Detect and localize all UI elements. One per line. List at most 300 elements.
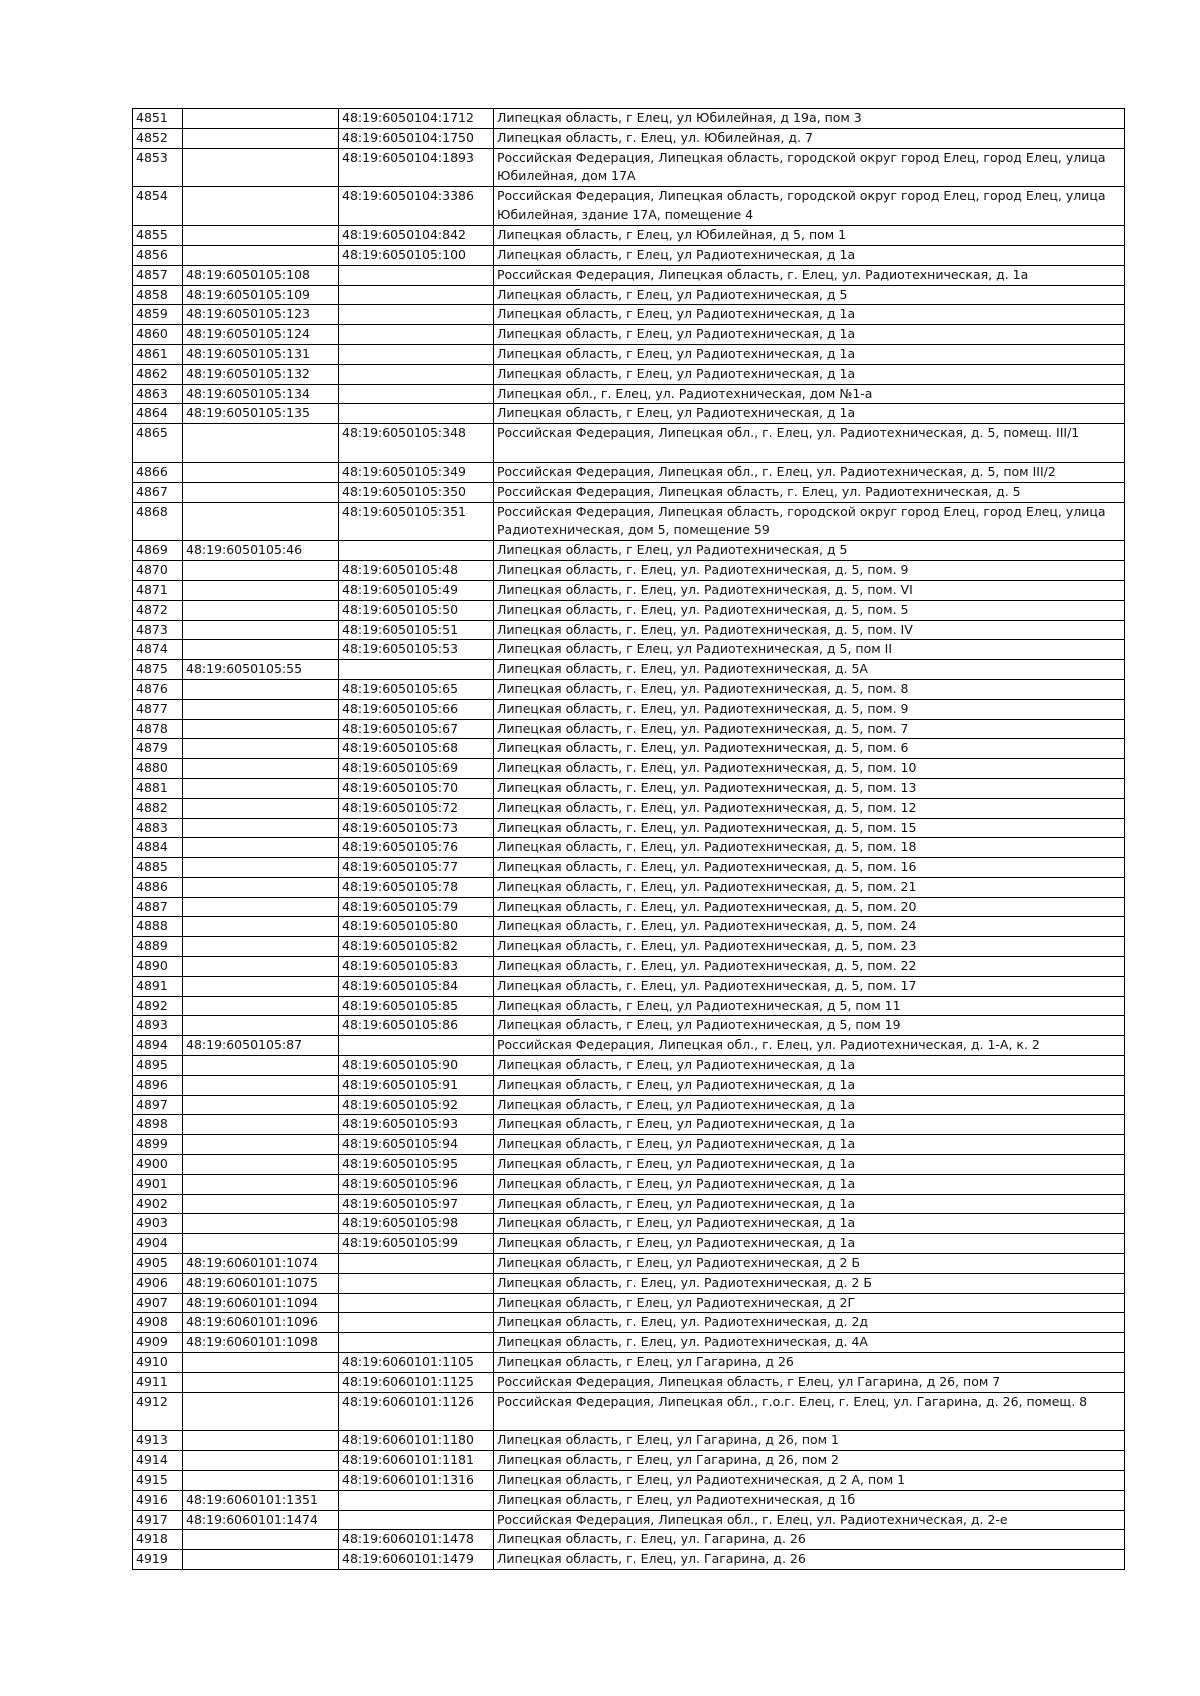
- row-number-cell: 4913: [133, 1431, 183, 1451]
- table-row: [133, 128, 1125, 148]
- room-cadastral-number-cell: 48:19:6050105:79: [339, 897, 494, 917]
- table-row: [133, 897, 1125, 917]
- room-cadastral-number-cell: [339, 404, 494, 424]
- address-cell: Липецкая область, г. Елец, ул. Радиотехническая, д. 4А: [494, 1333, 1125, 1353]
- address-cell: Липецкая область, г. Елец, ул. Радиотехническая, д. 5, пом. 15: [494, 818, 1125, 838]
- room-cadastral-number-cell: 48:19:6050105:80: [339, 917, 494, 937]
- table-row: [133, 976, 1125, 996]
- room-cadastral-number-cell: [339, 1273, 494, 1293]
- object-cadastral-number-cell: 48:19:6060101:1351: [183, 1490, 339, 1510]
- row-number-cell: 4901: [133, 1174, 183, 1194]
- address-cell: Липецкая область, г. Елец, ул. Радиотехническая, д. 5, пом. 23: [494, 937, 1125, 957]
- row-number-cell: 4881: [133, 778, 183, 798]
- object-cadastral-number-cell: [183, 226, 339, 246]
- object-cadastral-number-cell: [183, 699, 339, 719]
- object-cadastral-number-cell: [183, 580, 339, 600]
- object-cadastral-number-cell: 48:19:6060101:1094: [183, 1293, 339, 1313]
- room-cadastral-number-cell: 48:19:6060101:1105: [339, 1353, 494, 1373]
- address-cell: Российская Федерация, Липецкая область, г Елец, ул Гагарина, д 26, пом 7: [494, 1372, 1125, 1392]
- table-row: [133, 660, 1125, 680]
- room-cadastral-number-cell: [339, 1333, 494, 1353]
- table-row: [133, 1471, 1125, 1491]
- table-row: [133, 719, 1125, 739]
- room-cadastral-number-cell: 48:19:6060101:1180: [339, 1431, 494, 1451]
- row-number-cell: 4880: [133, 759, 183, 779]
- room-cadastral-number-cell: 48:19:6050105:49: [339, 580, 494, 600]
- room-cadastral-number-cell: [339, 1510, 494, 1530]
- row-number-cell: 4909: [133, 1333, 183, 1353]
- room-cadastral-number-cell: 48:19:6050105:65: [339, 679, 494, 699]
- object-cadastral-number-cell: 48:19:6050105:134: [183, 384, 339, 404]
- table-row: [133, 364, 1125, 384]
- table-row: [133, 226, 1125, 246]
- room-cadastral-number-cell: 48:19:6050105:92: [339, 1095, 494, 1115]
- table-row: [133, 600, 1125, 620]
- object-cadastral-number-cell: [183, 897, 339, 917]
- table-row: [133, 1075, 1125, 1095]
- room-cadastral-number-cell: [339, 1490, 494, 1510]
- row-number-cell: 4857: [133, 265, 183, 285]
- table-row: [133, 1530, 1125, 1550]
- row-number-cell: 4855: [133, 226, 183, 246]
- object-cadastral-number-cell: [183, 798, 339, 818]
- object-cadastral-number-cell: [183, 679, 339, 699]
- table-row: [133, 957, 1125, 977]
- room-cadastral-number-cell: 48:19:6050105:76: [339, 838, 494, 858]
- row-number-cell: 4886: [133, 877, 183, 897]
- object-cadastral-number-cell: [183, 482, 339, 502]
- object-cadastral-number-cell: [183, 148, 339, 187]
- row-number-cell: 4903: [133, 1214, 183, 1234]
- address-cell: Липецкая область, г. Елец, ул. Радиотехническая, д. 2 Б: [494, 1273, 1125, 1293]
- object-cadastral-number-cell: 48:19:6050105:131: [183, 344, 339, 364]
- row-number-cell: 4912: [133, 1392, 183, 1431]
- address-cell: Липецкая область, г Елец, ул Радиотехническая, д 1а: [494, 1214, 1125, 1234]
- table-row: [133, 580, 1125, 600]
- address-cell: Липецкая область, г Елец, ул Радиотехническая, д 1а: [494, 305, 1125, 325]
- room-cadastral-number-cell: [339, 1293, 494, 1313]
- row-number-cell: 4872: [133, 600, 183, 620]
- table-row: [133, 877, 1125, 897]
- room-cadastral-number-cell: 48:19:6050105:77: [339, 858, 494, 878]
- room-cadastral-number-cell: 48:19:6060101:1316: [339, 1471, 494, 1491]
- address-cell: Липецкая область, г. Елец, ул. Радиотехническая, д. 5, пом. IV: [494, 620, 1125, 640]
- row-number-cell: 4865: [133, 424, 183, 463]
- table-row: [133, 1392, 1125, 1431]
- row-number-cell: 4907: [133, 1293, 183, 1313]
- address-cell: Липецкая область, г Елец, ул Гагарина, д 26, пом 2: [494, 1451, 1125, 1471]
- table-row: [133, 1372, 1125, 1392]
- row-number-cell: 4856: [133, 245, 183, 265]
- address-cell: Липецкая область, г Елец, ул Гагарина, д 26, пом 1: [494, 1431, 1125, 1451]
- address-cell: Липецкая область, г. Елец, ул. Радиотехническая, д. 5, пом. 7: [494, 719, 1125, 739]
- row-number-cell: 4861: [133, 344, 183, 364]
- object-cadastral-number-cell: [183, 1095, 339, 1115]
- object-cadastral-number-cell: [183, 128, 339, 148]
- room-cadastral-number-cell: 48:19:6050104:842: [339, 226, 494, 246]
- address-cell: Липецкая область, г Елец, ул Радиотехническая, д 1а: [494, 245, 1125, 265]
- table-row: [133, 699, 1125, 719]
- object-cadastral-number-cell: [183, 1530, 339, 1550]
- object-cadastral-number-cell: [183, 1234, 339, 1254]
- row-number-cell: 4867: [133, 482, 183, 502]
- table-row: [133, 798, 1125, 818]
- address-cell: Липецкая область, г Елец, ул Радиотехническая, д 2 Б: [494, 1254, 1125, 1274]
- row-number-cell: 4862: [133, 364, 183, 384]
- object-cadastral-number-cell: 48:19:6060101:1474: [183, 1510, 339, 1530]
- row-number-cell: 4898: [133, 1115, 183, 1135]
- address-cell: Липецкая область, г. Елец, ул. Юбилейная, д. 7: [494, 128, 1125, 148]
- table-row: [133, 1155, 1125, 1175]
- room-cadastral-number-cell: [339, 344, 494, 364]
- address-cell: Липецкая область, г Елец, ул Радиотехническая, д 1а: [494, 1115, 1125, 1135]
- address-cell: Липецкая область, г. Елец, ул. Радиотехническая, д. 5, пом. 22: [494, 957, 1125, 977]
- table-row: [133, 384, 1125, 404]
- address-cell: Липецкая область, г. Елец, ул. Радиотехническая, д. 5, пом. 9: [494, 561, 1125, 581]
- object-cadastral-number-cell: 48:19:6050105:108: [183, 265, 339, 285]
- object-cadastral-number-cell: [183, 502, 339, 541]
- row-number-cell: 4875: [133, 660, 183, 680]
- room-cadastral-number-cell: 48:19:6050105:83: [339, 957, 494, 977]
- room-cadastral-number-cell: [339, 1313, 494, 1333]
- object-cadastral-number-cell: [183, 838, 339, 858]
- room-cadastral-number-cell: 48:19:6050105:73: [339, 818, 494, 838]
- address-cell: Липецкая область, г. Елец, ул. Радиотехническая, д. 5, пом. 6: [494, 739, 1125, 759]
- object-cadastral-number-cell: 48:19:6060101:1096: [183, 1313, 339, 1333]
- address-cell: Липецкая область, г Елец, ул Радиотехническая, д 5, пом II: [494, 640, 1125, 660]
- address-cell: Липецкая область, г. Елец, ул. Гагарина, д. 26: [494, 1550, 1125, 1570]
- table-row: [133, 1036, 1125, 1056]
- table-row: [133, 759, 1125, 779]
- address-cell: Липецкая область, г. Елец, ул. Радиотехническая, д. 5, пом. 10: [494, 759, 1125, 779]
- address-cell: Липецкая обл., г. Елец, ул. Радиотехническая, дом №1-а: [494, 384, 1125, 404]
- room-cadastral-number-cell: 48:19:6050105:350: [339, 482, 494, 502]
- table-row: [133, 1194, 1125, 1214]
- room-cadastral-number-cell: 48:19:6050105:96: [339, 1174, 494, 1194]
- address-cell: Российская Федерация, Липецкая область, городской округ город Елец, город Елец, улица Радиотехническая, дом 5, помещение 59: [494, 502, 1125, 541]
- address-cell: Липецкая область, г Елец, ул Радиотехническая, д 1а: [494, 1095, 1125, 1115]
- object-cadastral-number-cell: [183, 996, 339, 1016]
- row-number-cell: 4878: [133, 719, 183, 739]
- row-number-cell: 4893: [133, 1016, 183, 1036]
- object-cadastral-number-cell: [183, 462, 339, 482]
- table-row: [133, 838, 1125, 858]
- address-cell: Российская Федерация, Липецкая обл., г. Елец, ул. Радиотехническая, д. 1-А, к. 2: [494, 1036, 1125, 1056]
- object-cadastral-number-cell: [183, 739, 339, 759]
- object-cadastral-number-cell: 48:19:6050105:135: [183, 404, 339, 424]
- row-number-cell: 4896: [133, 1075, 183, 1095]
- room-cadastral-number-cell: 48:19:6050105:100: [339, 245, 494, 265]
- table-row: [133, 1234, 1125, 1254]
- table-row: [133, 1333, 1125, 1353]
- row-number-cell: 4871: [133, 580, 183, 600]
- address-cell: Липецкая область, г. Елец, ул. Радиотехническая, д. 2д: [494, 1313, 1125, 1333]
- address-cell: Липецкая область, г. Елец, ул. Радиотехническая, д. 5, пом. 24: [494, 917, 1125, 937]
- table-row: [133, 265, 1125, 285]
- table-row: [133, 1016, 1125, 1036]
- object-cadastral-number-cell: [183, 957, 339, 977]
- row-number-cell: 4885: [133, 858, 183, 878]
- table-row: [133, 404, 1125, 424]
- row-number-cell: 4914: [133, 1451, 183, 1471]
- room-cadastral-number-cell: [339, 541, 494, 561]
- room-cadastral-number-cell: 48:19:6050104:3386: [339, 187, 494, 226]
- room-cadastral-number-cell: 48:19:6050105:98: [339, 1214, 494, 1234]
- row-number-cell: 4883: [133, 818, 183, 838]
- registry-table: [132, 108, 1125, 1570]
- address-cell: Липецкая область, г Елец, ул Радиотехническая, д 1б: [494, 1490, 1125, 1510]
- table-row: [133, 187, 1125, 226]
- table-row: [133, 424, 1125, 463]
- room-cadastral-number-cell: 48:19:6050105:99: [339, 1234, 494, 1254]
- table-row: [133, 1095, 1125, 1115]
- row-number-cell: 4866: [133, 462, 183, 482]
- room-cadastral-number-cell: 48:19:6050105:93: [339, 1115, 494, 1135]
- registry-table-body: [133, 109, 1125, 1570]
- row-number-cell: 4851: [133, 109, 183, 129]
- room-cadastral-number-cell: 48:19:6050105:66: [339, 699, 494, 719]
- address-cell: Липецкая область, г Елец, ул Радиотехническая, д 1а: [494, 1234, 1125, 1254]
- room-cadastral-number-cell: 48:19:6050105:69: [339, 759, 494, 779]
- row-number-cell: 4911: [133, 1372, 183, 1392]
- object-cadastral-number-cell: [183, 1155, 339, 1175]
- row-number-cell: 4859: [133, 305, 183, 325]
- table-row: [133, 1273, 1125, 1293]
- table-row: [133, 462, 1125, 482]
- room-cadastral-number-cell: 48:19:6050105:91: [339, 1075, 494, 1095]
- row-number-cell: 4918: [133, 1530, 183, 1550]
- table-row: [133, 1115, 1125, 1135]
- address-cell: Российская Федерация, Липецкая область, г. Елец, ул. Радиотехническая, д. 5: [494, 482, 1125, 502]
- table-row: [133, 344, 1125, 364]
- room-cadastral-number-cell: 48:19:6060101:1126: [339, 1392, 494, 1431]
- row-number-cell: 4895: [133, 1056, 183, 1076]
- row-number-cell: 4876: [133, 679, 183, 699]
- row-number-cell: 4897: [133, 1095, 183, 1115]
- address-cell: Российская Федерация, Липецкая область, городской округ город Елец, город Елец, улица Юбилейная, дом 17А: [494, 148, 1125, 187]
- room-cadastral-number-cell: 48:19:6050105:50: [339, 600, 494, 620]
- row-number-cell: 4904: [133, 1234, 183, 1254]
- room-cadastral-number-cell: 48:19:6050105:78: [339, 877, 494, 897]
- room-cadastral-number-cell: 48:19:6050105:86: [339, 1016, 494, 1036]
- room-cadastral-number-cell: 48:19:6050105:349: [339, 462, 494, 482]
- table-row: [133, 679, 1125, 699]
- row-number-cell: 4879: [133, 739, 183, 759]
- object-cadastral-number-cell: [183, 1372, 339, 1392]
- table-row: [133, 561, 1125, 581]
- row-number-cell: 4874: [133, 640, 183, 660]
- room-cadastral-number-cell: 48:19:6050105:70: [339, 778, 494, 798]
- object-cadastral-number-cell: [183, 976, 339, 996]
- row-number-cell: 4902: [133, 1194, 183, 1214]
- room-cadastral-number-cell: 48:19:6050105:68: [339, 739, 494, 759]
- object-cadastral-number-cell: 48:19:6050105:123: [183, 305, 339, 325]
- object-cadastral-number-cell: 48:19:6050105:55: [183, 660, 339, 680]
- object-cadastral-number-cell: [183, 759, 339, 779]
- object-cadastral-number-cell: [183, 600, 339, 620]
- address-cell: Липецкая область, г Елец, ул Радиотехническая, д 1а: [494, 364, 1125, 384]
- object-cadastral-number-cell: [183, 109, 339, 129]
- object-cadastral-number-cell: [183, 1353, 339, 1373]
- address-cell: Липецкая область, г. Елец, ул. Радиотехническая, д. 5, пом. 13: [494, 778, 1125, 798]
- address-cell: Липецкая область, г. Елец, ул. Радиотехническая, д. 5, пом. 8: [494, 679, 1125, 699]
- table-row: [133, 640, 1125, 660]
- object-cadastral-number-cell: [183, 1471, 339, 1491]
- table-row: [133, 482, 1125, 502]
- room-cadastral-number-cell: 48:19:6050104:1750: [339, 128, 494, 148]
- table-row: [133, 818, 1125, 838]
- row-number-cell: 4889: [133, 937, 183, 957]
- address-cell: Липецкая область, г Елец, ул Радиотехническая, д 5: [494, 285, 1125, 305]
- table-row: [133, 937, 1125, 957]
- room-cadastral-number-cell: [339, 285, 494, 305]
- address-cell: Липецкая область, г Елец, ул Радиотехническая, д 1а: [494, 1174, 1125, 1194]
- address-cell: Российская Федерация, Липецкая область, г. Елец, ул. Радиотехническая, д. 1а: [494, 265, 1125, 285]
- room-cadastral-number-cell: [339, 660, 494, 680]
- address-cell: Липецкая область, г Елец, ул Радиотехническая, д 5, пом 11: [494, 996, 1125, 1016]
- table-row: [133, 1056, 1125, 1076]
- row-number-cell: 4864: [133, 404, 183, 424]
- object-cadastral-number-cell: 48:19:6050105:124: [183, 325, 339, 345]
- table-row: [133, 996, 1125, 1016]
- object-cadastral-number-cell: [183, 620, 339, 640]
- row-number-cell: 4853: [133, 148, 183, 187]
- address-cell: Липецкая область, г. Елец, ул. Радиотехническая, д. 5, пом. 9: [494, 699, 1125, 719]
- address-cell: Липецкая область, г. Елец, ул. Радиотехническая, д. 5, пом. 20: [494, 897, 1125, 917]
- row-number-cell: 4894: [133, 1036, 183, 1056]
- object-cadastral-number-cell: [183, 877, 339, 897]
- room-cadastral-number-cell: 48:19:6050104:1712: [339, 109, 494, 129]
- object-cadastral-number-cell: [183, 1115, 339, 1135]
- address-cell: Российская Федерация, Липецкая обл., г.о.г. Елец, г. Елец, ул. Гагарина, д. 26, помещ. 8: [494, 1392, 1125, 1431]
- object-cadastral-number-cell: 48:19:6050105:46: [183, 541, 339, 561]
- table-row: [133, 109, 1125, 129]
- address-cell: Липецкая область, г Елец, ул Радиотехническая, д 1а: [494, 404, 1125, 424]
- address-cell: Липецкая область, г Елец, ул Радиотехническая, д 2Г: [494, 1293, 1125, 1313]
- room-cadastral-number-cell: 48:19:6060101:1181: [339, 1451, 494, 1471]
- table-row: [133, 305, 1125, 325]
- row-number-cell: 4910: [133, 1353, 183, 1373]
- table-row: [133, 1313, 1125, 1333]
- table-row: [133, 620, 1125, 640]
- object-cadastral-number-cell: [183, 1075, 339, 1095]
- row-number-cell: 4882: [133, 798, 183, 818]
- table-row: [133, 778, 1125, 798]
- row-number-cell: 4891: [133, 976, 183, 996]
- object-cadastral-number-cell: [183, 1451, 339, 1471]
- room-cadastral-number-cell: 48:19:6050105:84: [339, 976, 494, 996]
- table-row: [133, 1174, 1125, 1194]
- room-cadastral-number-cell: 48:19:6050105:95: [339, 1155, 494, 1175]
- address-cell: Липецкая область, г Елец, ул Радиотехническая, д 1а: [494, 325, 1125, 345]
- object-cadastral-number-cell: [183, 1431, 339, 1451]
- room-cadastral-number-cell: 48:19:6060101:1125: [339, 1372, 494, 1392]
- room-cadastral-number-cell: 48:19:6050105:72: [339, 798, 494, 818]
- object-cadastral-number-cell: [183, 640, 339, 660]
- room-cadastral-number-cell: 48:19:6050104:1893: [339, 148, 494, 187]
- row-number-cell: 4858: [133, 285, 183, 305]
- table-row: [133, 1214, 1125, 1234]
- row-number-cell: 4887: [133, 897, 183, 917]
- room-cadastral-number-cell: 48:19:6050105:48: [339, 561, 494, 581]
- table-row: [133, 285, 1125, 305]
- object-cadastral-number-cell: [183, 561, 339, 581]
- address-cell: Липецкая область, г Елец, ул Радиотехническая, д 2 А, пом 1: [494, 1471, 1125, 1491]
- row-number-cell: 4916: [133, 1490, 183, 1510]
- object-cadastral-number-cell: [183, 424, 339, 463]
- room-cadastral-number-cell: 48:19:6050105:51: [339, 620, 494, 640]
- room-cadastral-number-cell: [339, 364, 494, 384]
- address-cell: Липецкая область, г Елец, ул Радиотехническая, д 5, пом 19: [494, 1016, 1125, 1036]
- table-row: [133, 917, 1125, 937]
- address-cell: Липецкая область, г. Елец, ул. Гагарина, д. 26: [494, 1530, 1125, 1550]
- room-cadastral-number-cell: 48:19:6050105:90: [339, 1056, 494, 1076]
- table-row: [133, 541, 1125, 561]
- object-cadastral-number-cell: 48:19:6050105:132: [183, 364, 339, 384]
- table-row: [133, 1550, 1125, 1570]
- object-cadastral-number-cell: [183, 937, 339, 957]
- table-row: [133, 245, 1125, 265]
- address-cell: Липецкая область, г. Елец, ул. Радиотехническая, д. 5, пом. 17: [494, 976, 1125, 996]
- object-cadastral-number-cell: [183, 818, 339, 838]
- address-cell: Липецкая область, г. Елец, ул. Радиотехническая, д. 5, пом. 5: [494, 600, 1125, 620]
- address-cell: Липецкая область, г. Елец, ул. Радиотехническая, д. 5, пом. 16: [494, 858, 1125, 878]
- address-cell: Липецкая область, г Елец, ул Радиотехническая, д 1а: [494, 1135, 1125, 1155]
- table-row: [133, 1431, 1125, 1451]
- row-number-cell: 4884: [133, 838, 183, 858]
- object-cadastral-number-cell: [183, 1550, 339, 1570]
- row-number-cell: 4870: [133, 561, 183, 581]
- address-cell: Российская Федерация, Липецкая обл., г. Елец, ул. Радиотехническая, д. 2-е: [494, 1510, 1125, 1530]
- address-cell: Липецкая область, г. Елец, ул. Радиотехническая, д. 5А: [494, 660, 1125, 680]
- room-cadastral-number-cell: [339, 305, 494, 325]
- table-row: [133, 1293, 1125, 1313]
- object-cadastral-number-cell: 48:19:6050105:87: [183, 1036, 339, 1056]
- table-row: [133, 1254, 1125, 1274]
- row-number-cell: 4899: [133, 1135, 183, 1155]
- address-cell: Липецкая область, г Елец, ул Юбилейная, д 19а, пом 3: [494, 109, 1125, 129]
- row-number-cell: 4915: [133, 1471, 183, 1491]
- row-number-cell: 4868: [133, 502, 183, 541]
- row-number-cell: 4908: [133, 1313, 183, 1333]
- address-cell: Липецкая область, г Елец, ул Радиотехническая, д 1а: [494, 1075, 1125, 1095]
- address-cell: Липецкая область, г. Елец, ул. Радиотехническая, д. 5, пом. 12: [494, 798, 1125, 818]
- object-cadastral-number-cell: [183, 858, 339, 878]
- address-cell: Липецкая область, г. Елец, ул. Радиотехническая, д. 5, пом. 21: [494, 877, 1125, 897]
- row-number-cell: 4869: [133, 541, 183, 561]
- row-number-cell: 4873: [133, 620, 183, 640]
- row-number-cell: 4852: [133, 128, 183, 148]
- row-number-cell: 4919: [133, 1550, 183, 1570]
- room-cadastral-number-cell: 48:19:6050105:85: [339, 996, 494, 1016]
- table-row: [133, 858, 1125, 878]
- address-cell: Липецкая область, г Елец, ул Гагарина, д 26: [494, 1353, 1125, 1373]
- room-cadastral-number-cell: 48:19:6060101:1479: [339, 1550, 494, 1570]
- object-cadastral-number-cell: 48:19:6060101:1074: [183, 1254, 339, 1274]
- address-cell: Российская Федерация, Липецкая обл., г. Елец, ул. Радиотехническая, д. 5, помещ. III/1: [494, 424, 1125, 463]
- row-number-cell: 4900: [133, 1155, 183, 1175]
- object-cadastral-number-cell: [183, 245, 339, 265]
- row-number-cell: 4906: [133, 1273, 183, 1293]
- object-cadastral-number-cell: 48:19:6060101:1075: [183, 1273, 339, 1293]
- room-cadastral-number-cell: 48:19:6050105:53: [339, 640, 494, 660]
- room-cadastral-number-cell: 48:19:6050105:67: [339, 719, 494, 739]
- address-cell: Липецкая область, г Елец, ул Радиотехническая, д 1а: [494, 344, 1125, 364]
- address-cell: Липецкая область, г Елец, ул Юбилейная, д 5, пом 1: [494, 226, 1125, 246]
- table-row: [133, 1353, 1125, 1373]
- object-cadastral-number-cell: [183, 719, 339, 739]
- row-number-cell: 4888: [133, 917, 183, 937]
